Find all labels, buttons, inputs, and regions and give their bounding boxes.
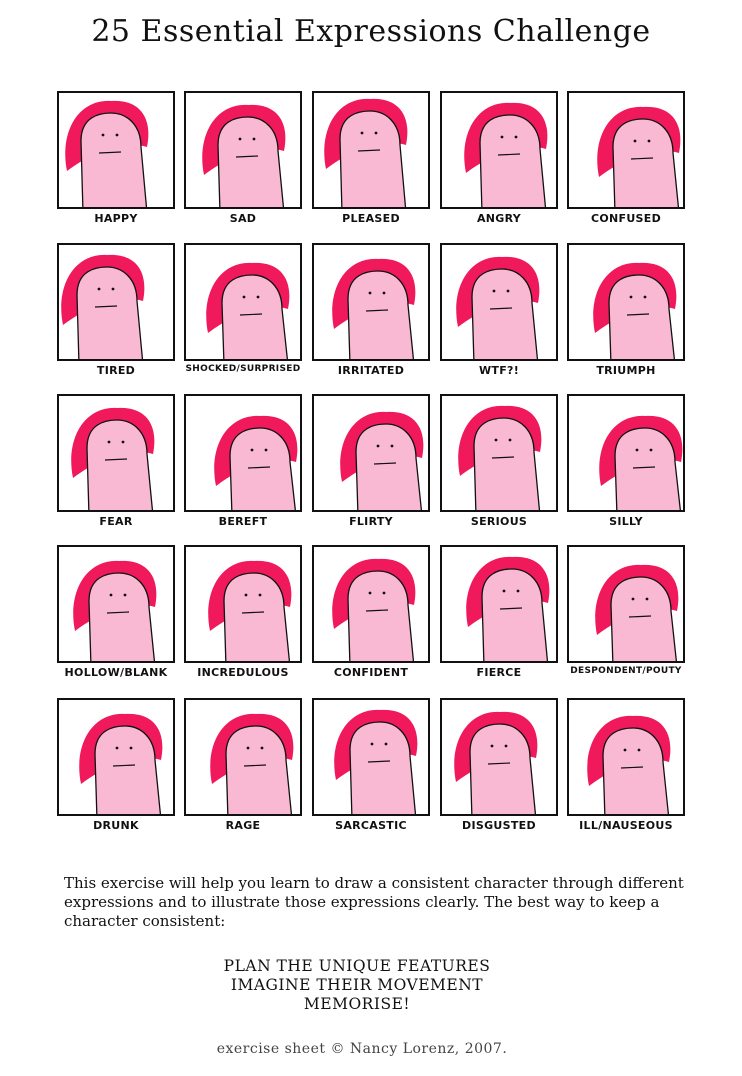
expression-panel [57,698,185,838]
expression-label: FEAR [99,515,133,528]
expression-label: SARCASTIC [335,819,407,832]
expression-label: HAPPY [94,212,138,225]
character-drawing [312,243,430,361]
character-drawing [440,698,558,816]
character-drawing [567,243,685,361]
expression-label: ANGRY [476,212,522,225]
character-drawing [184,698,302,816]
rule-item: PLAN THE UNIQUE FEATURES [223,957,491,975]
expression-label: DESPONDENT/POUTY [570,666,682,676]
character-drawing [184,545,302,663]
expression-panel [184,243,312,383]
character-drawing [57,698,175,816]
character-drawing [440,243,558,361]
expression-panel [440,545,568,685]
expression-label: ILL/NAUSEOUS [579,819,673,832]
expression-panel [567,91,695,231]
expression-label: DISGUSTED [462,819,536,832]
expression-label: CONFIDENT [333,666,409,679]
expression-panel [567,243,695,383]
character-drawing [184,394,302,512]
character-drawing [57,394,175,512]
rules-list [0,957,714,1014]
character-drawing [312,545,430,663]
expression-label: DRUNK [93,819,139,832]
expression-panel [440,243,568,383]
expression-panel [312,698,440,838]
expression-label: PLEASED [342,212,400,225]
expression-panel [184,698,312,838]
character-drawing [440,545,558,663]
expression-label: BEREFT [218,515,268,528]
expression-label: TIRED [96,364,136,377]
expression-panel [57,545,185,685]
expression-label: FIERCE [476,666,522,679]
expression-label: FLIRTY [349,515,393,528]
expression-panel [440,91,568,231]
character-drawing [184,243,302,361]
expression-panel [184,91,312,231]
character-drawing [567,91,685,209]
expression-panel [312,545,440,685]
expression-panel [567,545,695,685]
character-drawing [312,394,430,512]
expression-panel [184,394,312,534]
expression-label: SILLY [609,515,643,528]
expression-panel [440,394,568,534]
expression-label: CONFUSED [590,212,662,225]
expression-panel [57,91,185,231]
character-drawing [440,394,558,512]
expression-label: SAD [229,212,257,225]
expression-panel [312,394,440,534]
character-drawing [567,698,685,816]
character-drawing [312,698,430,816]
expression-label: SHOCKED/SURPRISED [185,364,301,374]
expression-panel [567,698,695,838]
rule-item: MEMORISE! [303,995,411,1013]
character-drawing [57,91,175,209]
character-drawing [567,394,685,512]
expression-panel [312,91,440,231]
character-drawing [440,91,558,209]
expression-label: SERIOUS [470,515,528,528]
expression-panel [440,698,568,838]
character-drawing [312,91,430,209]
character-drawing [57,243,175,361]
character-drawing [184,91,302,209]
expression-label: IRRITATED [337,364,405,377]
expression-label: TRIUMPH [596,364,656,377]
copyright-credit: exercise sheet © Nancy Lorenz, 2007. [216,1041,508,1057]
expression-label: INCREDULOUS [197,666,289,679]
expression-panel [312,243,440,383]
expression-panel [567,394,695,534]
expression-label: RAGE [225,819,261,832]
character-drawing [567,545,685,663]
expression-panel [57,243,185,383]
expression-panel [184,545,312,685]
expression-panel [57,394,185,534]
rule-item: IMAGINE THEIR MOVEMENT [230,976,484,994]
intro-text: This exercise will help you learn to draw a consistent character through different expressions and to illustrate those expressions clearly. The best way to keep a character consistent: [64,874,684,930]
expression-label: HOLLOW/BLANK [64,666,168,679]
character-drawing [57,545,175,663]
page-title: 25 Essential Expressions Challenge [91,14,651,49]
expression-label: WTF?! [478,364,520,377]
